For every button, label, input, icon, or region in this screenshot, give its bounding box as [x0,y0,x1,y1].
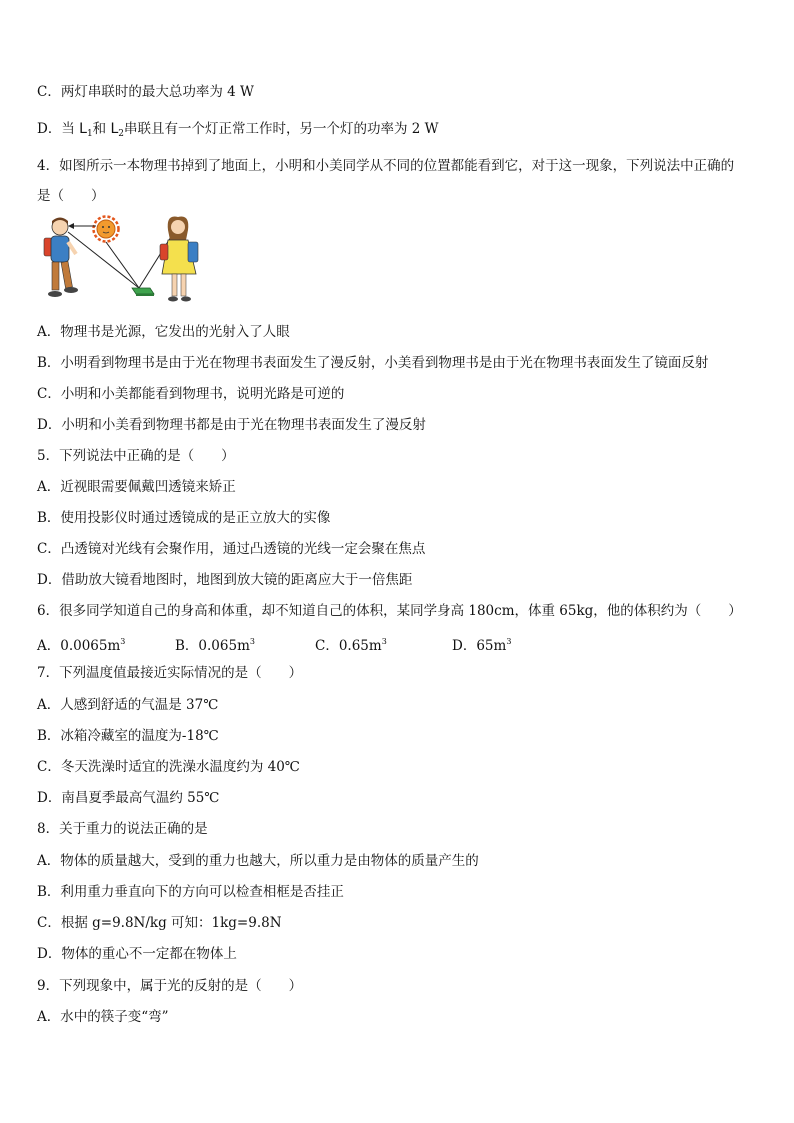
q4-stem-line1: 4．如图所示一本物理书掉到了地面上，小明和小美同学从不同的位置都能看到它，对于这一现象，下列说法中正确的 [37,158,735,174]
q4-stem-line2: 是（ ） [37,188,105,204]
q6-option-d: D．$65m^3$ [452,637,512,654]
q7-option-b: B．冰箱冷藏室的温度为-18℃ [37,728,219,744]
q5-stem: 5．下列说法中正确的是（ ） [37,448,235,464]
q8-option-b: B．利用重力垂直向下的方向可以检查相框是否挂正 [37,884,344,900]
q5-option-b: B．使用投影仪时通过透镜成的是正立放大的实像 [37,510,331,526]
sun-figure [94,217,119,242]
q9-option-a: A．水中的筷子变“弯” [37,1009,169,1025]
q8-stem: 8．关于重力的说法正确的是 [37,821,208,837]
q7-option-d: D．南昌夏季最高气温约 55℃ [37,790,220,806]
boy-figure [44,218,78,298]
q4-option-b: B．小明看到物理书是由于光在物理书表面发生了漫反射，小美看到物理书是由于光在物理书表面发生了镜面反射 [37,355,709,371]
girl-figure [160,217,198,302]
q7-stem: 7．下列温度值最接近实际情况的是（ ） [37,665,303,681]
q4-option-c: C．小明和小美都能看到物理书，说明光路是可逆的 [37,386,345,402]
q6-option-a: A．$0.0065m^3$ [37,637,126,654]
q7-option-c: C．冬天洗澡时适宜的洗澡水温度约为 40℃ [37,759,300,775]
q8-option-a: A．物体的质量越大，受到的重力也越大，所以重力是由物体的质量产生的 [37,853,479,869]
book-reflection-figure [38,212,218,312]
q8-option-c: C．根据 g=9.8N/kg 可知：1kg=9.8N [37,915,282,931]
q7-option-a: A．人感到舒适的气温是 37℃ [37,697,219,713]
q3-option-c: C．两灯串联时的最大总功率为 4 W [37,84,254,100]
q5-option-c: C．凸透镜对光线有会聚作用，通过凸透镜的光线一定会聚在焦点 [37,541,426,557]
q4-option-a: A．物理书是光源，它发出的光射入了人眼 [37,324,290,340]
q9-stem: 9．下列现象中，属于光的反射的是（ ） [37,978,303,994]
q5-option-a: A．近视眼需要佩戴凹透镜来矫正 [37,479,236,495]
q6-option-b: B．$0.065m^3$ [175,637,255,654]
q8-option-d: D．物体的重心不一定都在物体上 [37,946,237,962]
q3-option-d: D．当 $L_1$和 $L_2$串联且有一个灯正常工作时，另一个灯的功率为 2 W [37,121,439,139]
physics-book [132,288,154,296]
q5-option-d: D．借助放大镜看地图时，地图到放大镜的距离应大于一倍焦距 [37,572,413,588]
q6-option-c: C．$0.65m^3$ [315,637,387,654]
q6-stem: 6．很多同学知道自己的身高和体重，却不知道自己的体积，某同学身高 180cm，体重 65kg，他的体积约为（ ） [37,603,742,619]
q4-option-d: D．小明和小美看到物理书都是由于光在物理书表面发生了漫反射 [37,417,426,433]
